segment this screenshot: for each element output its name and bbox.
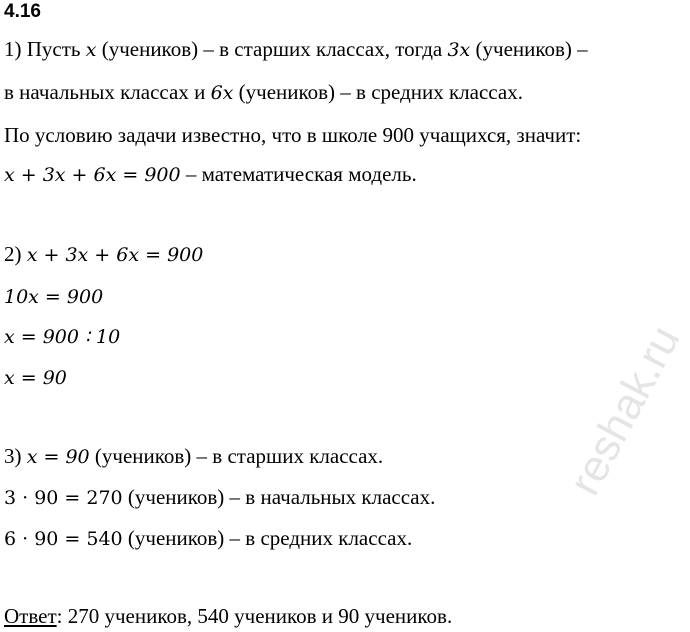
expression-3x: 3x xyxy=(447,39,471,61)
model-equation: x + 3x + 6x = 900 xyxy=(4,164,181,186)
step2-line1 xyxy=(4,241,203,268)
step1-line4-text: – математическая модель. xyxy=(180,162,417,186)
step1-line1-text-b: (учеников) – в старших классах, тогда xyxy=(96,37,448,61)
step2-line4 xyxy=(4,364,67,391)
step1-line2-text-a: в начальных классах и xyxy=(4,80,211,104)
step2-equation-4: x = 90 xyxy=(4,367,67,389)
step1-line3: По условию задачи известно, что в школе 900 учащихся, значит: xyxy=(4,123,582,147)
watermark: reshak.ru xyxy=(560,318,690,504)
step2-prefix: 2) xyxy=(4,242,27,266)
step3-line2-text: (учеников) – в начальных классах. xyxy=(122,485,436,509)
step3-line1-text: (учеников) – в старших классах. xyxy=(89,444,384,468)
step1-line1-text-c: (учеников) – xyxy=(470,37,588,61)
step1-line2 xyxy=(4,79,523,106)
step1-line4 xyxy=(4,161,417,188)
step3-equation-3: 6 · 90 = 540 xyxy=(4,528,123,550)
step3-line3 xyxy=(4,525,412,552)
expression-6x: 6x xyxy=(210,82,234,104)
step3-line3-text: (учеников) – в средних классах. xyxy=(122,526,413,550)
step3-line1 xyxy=(4,443,383,470)
step1-line2-text-b: (учеников) – в средних классах. xyxy=(233,80,523,104)
answer-text: : 270 учеников, 540 учеников и 90 учеников. xyxy=(56,604,453,628)
step3-prefix: 3) xyxy=(4,444,27,468)
step2-equation-1: x + 3x + 6x = 900 xyxy=(26,244,204,266)
step2-line2 xyxy=(4,283,103,310)
problem-number: 4.16 xyxy=(4,1,41,22)
step2-equation-2: 10x = 900 xyxy=(4,286,104,308)
step3-equation-2: 3 · 90 = 270 xyxy=(4,487,123,509)
answer-line xyxy=(4,603,452,629)
step2-line3 xyxy=(4,323,120,350)
variable-x: x xyxy=(85,39,97,61)
step3-equation-1: x = 90 xyxy=(26,446,90,468)
step3-line2 xyxy=(4,484,435,511)
step1-line1-text-a: 1) Пусть xyxy=(4,37,86,61)
step1-line1 xyxy=(4,36,588,63)
answer-label: Ответ xyxy=(4,604,57,628)
step2-equation-3: x = 900 ∶ 10 xyxy=(4,326,121,348)
